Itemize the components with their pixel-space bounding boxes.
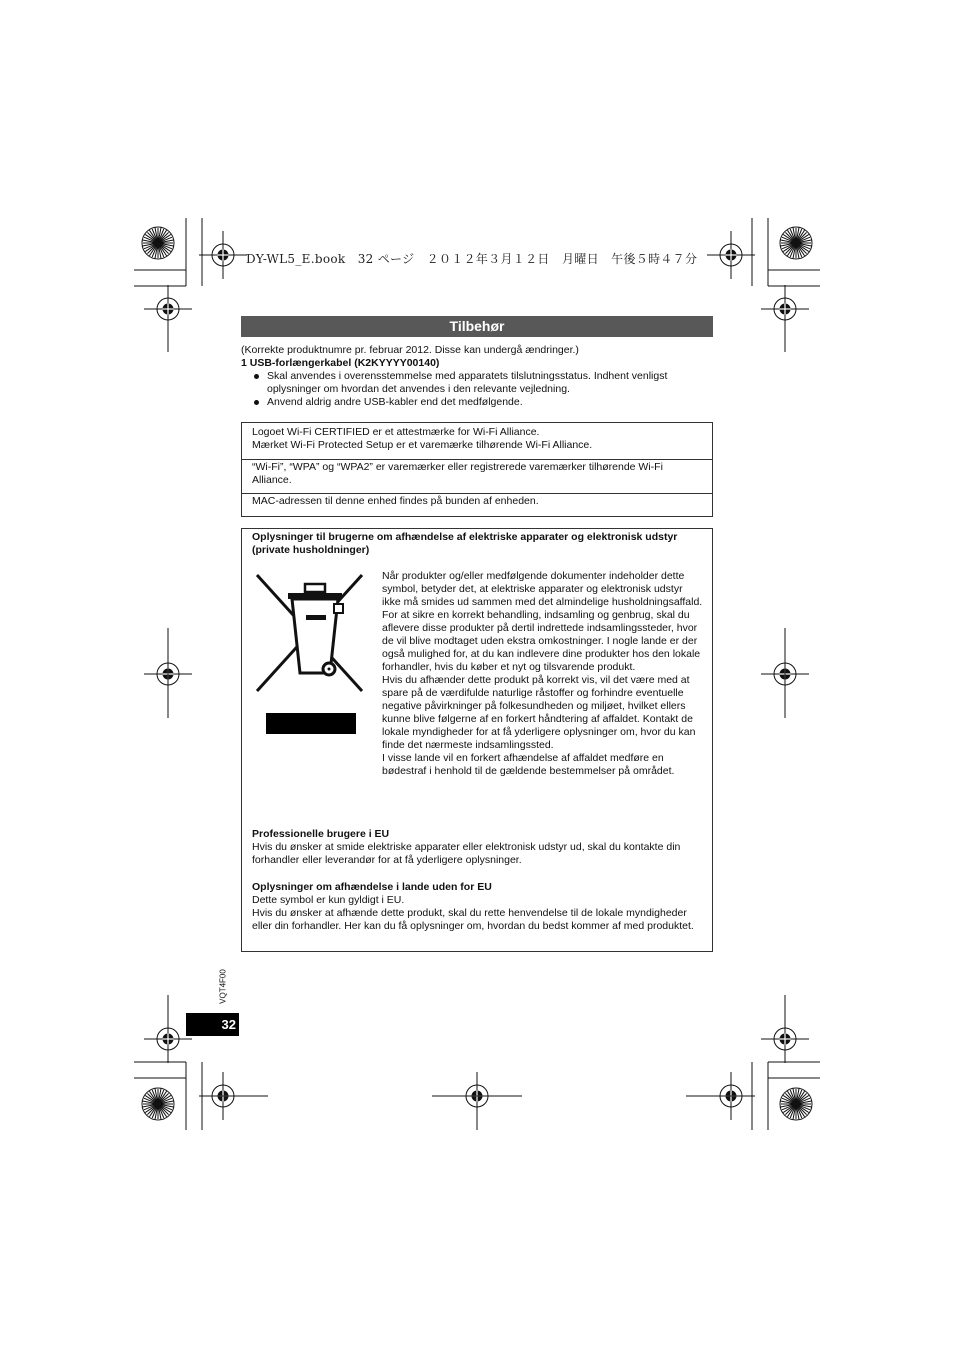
section-title: Tilbehør <box>241 316 713 337</box>
bullet-icon <box>254 374 259 379</box>
wifi-trademark-text: “Wi-Fi”, “WPA” og “WPA2” er varemærker eller registrerede varemærker tilhørende Wi-Fi Alliance. <box>252 461 663 486</box>
wifi-protected-setup-text: Mærket Wi-Fi Protected Setup er et varemærke tilhørende Wi-Fi Alliance. <box>252 439 593 451</box>
disposal-paragraph: Hvis du afhænder dette produkt på korrekt vis, vil det være med at spare på de værdifulde naturlige råstoffer og forhindre eventuelle negative påvirkninger på folkesundheden og miljøet, hvilket ellers kunne blive følgerne af en forkert håndtering af affaldet. Kontakt de lokale myndigheder for at få yderligere oplysninger om, hvor du kan finde det nærmeste indsamlingssted. <box>382 674 696 751</box>
wifi-certified-text: Logoet Wi-Fi CERTIFIED er et attestmærke for Wi-Fi Alliance. <box>252 426 540 438</box>
crossed-out-wheelie-bin-icon <box>254 569 366 709</box>
disposal-heading: Oplysninger til brugerne om afhændelse af elektriske apparater og elektronisk udstyr (private husholdninger) <box>252 531 678 556</box>
page-number-badge <box>186 1013 239 1036</box>
non-eu-text: Hvis du ønsker at afhænde dette produkt, skal du rette henvendelse til de lokale myndigheder eller din forhandler. Her kan du få oplysninger om, hvordan du bedst kommer af med produktet. <box>252 907 694 932</box>
weee-marking-bar <box>266 713 356 734</box>
trademark-row <box>242 460 712 494</box>
product-number-note: (Korrekte produktnumre pr. februar 2012. Disse kan undergå ændringer.) <box>241 344 579 356</box>
bullet-item: Skal anvendes i overensstemmelse med apparatets tilslutningsstatus. Indhent venligst oplysninger om hvordan det anvendes i den relevante vejledning. <box>241 370 707 396</box>
disposal-paragraph: Når produkter og/eller medfølgende dokumenter indeholder dette symbol, betyder det, at elektriske apparater og elektronisk udstyr ikke må smides ud sammen med det almindelige husholdningsaffald. <box>382 570 703 608</box>
bullet-item: Anvend aldrig andre USB-kabler end det medfølgende. <box>241 396 721 409</box>
print-header: DY-WL5_E.book 32 ページ ２０１２年３月１２日 月曜日 午後５時４７分 <box>246 252 698 266</box>
mac-address-text: MAC-adressen til denne enhed findes på bunden af enheden. <box>252 495 539 507</box>
non-eu-section <box>252 881 707 933</box>
professional-users-section <box>252 828 707 867</box>
non-eu-heading: Oplysninger om afhændelse i lande uden for EU <box>252 881 492 893</box>
page-number: 32 <box>221 1017 236 1032</box>
disposal-body <box>382 570 704 778</box>
non-eu-validity-text: Dette symbol er kun gyldigt i EU. <box>252 894 405 906</box>
professional-users-text: Hvis du ønsker at smide elektriske apparater eller elektronisk udstyr ud, skal du kontakte din forhandler eller leverandør for at få yderligere oplysninger. <box>252 841 681 866</box>
accessory-intro <box>241 344 721 409</box>
accessory-item-heading: 1 USB-forlængerkabel (K2KYYYY00140) <box>241 357 440 369</box>
disposal-info-box <box>241 528 713 952</box>
trademark-row <box>242 494 712 515</box>
trademark-box <box>241 422 713 517</box>
doc-code: VQT4F00 <box>218 969 228 1004</box>
doc-code-wrap <box>216 966 230 1012</box>
disposal-paragraph: For at sikre en korrekt behandling, indsamling og genbrug, skal du aflevere disse produkter på dertil indrettede indsamlingssteder, hvor de vil blive modtaget uden ekstra omkostninger. I nogle lande er der også mulighed for, at du kan indlevere dine produkter hos den lokale forhandler, hvis du køber et nyt og tilsvarende produkt. <box>382 609 701 673</box>
disposal-paragraph: I visse lande vil en forkert afhændelse af affaldet medføre en bødestraf i henhold til de gældende bestemmelser på området. <box>382 752 675 777</box>
bullet-icon <box>254 400 259 405</box>
professional-users-heading: Professionelle brugere i EU <box>252 828 390 840</box>
trademark-row <box>242 423 712 460</box>
